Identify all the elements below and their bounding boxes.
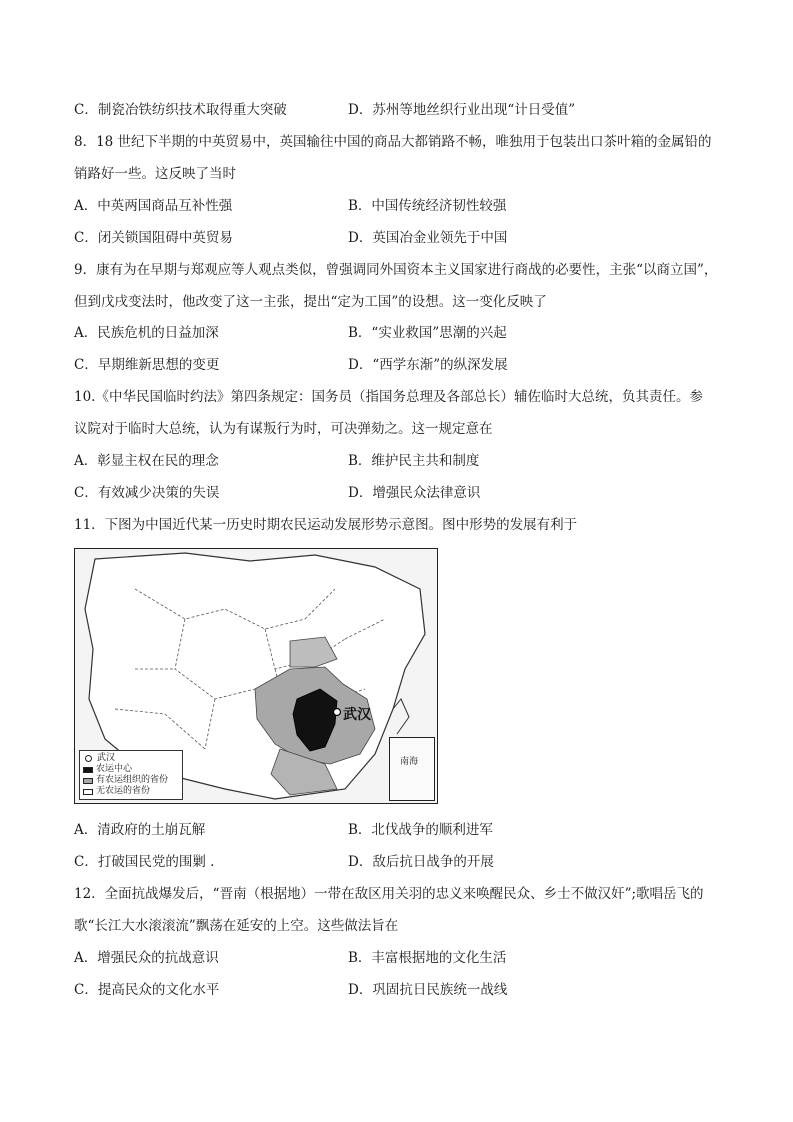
q11-option-a: A．清政府的土崩瓦解 — [74, 822, 206, 838]
coastline — [393, 699, 409, 734]
map-legend — [79, 750, 183, 800]
q12-option-a: A．增强民众的抗战意识 — [74, 950, 219, 966]
legend-none-label: 无农运的省份 — [96, 786, 151, 796]
q12-option-c: C．提高民众的文化水平 — [74, 982, 220, 998]
q12-stem-line1: 12．全面抗战爆发后，“晋南（根据地）一带在敌区用关羽的忠义来唤醒民众、乡士不做汉奸”;歌唱岳飞的 — [74, 886, 704, 902]
legend-row-city — [83, 753, 179, 764]
q8-stem-line1: 8．18 世纪下半期的中英贸易中，英国输往中国的商品大都销路不畅，唯独用于包装出口茶叶箱的金属铅的 — [74, 134, 712, 150]
legend-row-organized — [83, 775, 179, 786]
q10-option-d: D．增强民众法律意识 — [348, 485, 481, 501]
legend-organized-label: 有农运组织的省份 — [96, 775, 169, 785]
q9-option-c: C．早期维新思想的变更 — [74, 357, 220, 373]
legend-none-swatch — [83, 789, 93, 795]
q10-stem-line2: 议院对于临时大总统，认为有谋叛行为时，可决弹劾之。这一规定意在 — [74, 421, 493, 437]
q10-option-a: A．彰显主权在民的理念 — [74, 453, 219, 469]
q12-option-d: D．巩固抗日民族统一战线 — [348, 982, 508, 998]
q9-option-d: D．“西学东渐”的纵深发展 — [348, 357, 508, 373]
south-sea-inset — [389, 737, 435, 801]
q9-option-b: B．“实业救国”思潮的兴起 — [348, 325, 507, 341]
legend-row-none — [83, 786, 179, 797]
legend-center-swatch — [83, 767, 93, 773]
wuhan-marker — [334, 709, 341, 716]
q10-option-b: B．维护民主共和制度 — [348, 453, 480, 469]
q8-option-a: A．中英两国商品互补性强 — [74, 198, 233, 214]
legend-city-swatch — [85, 755, 92, 762]
legend-center-label: 农运中心 — [96, 764, 133, 774]
q7-option-c: C．制瓷冶铁纺织技术取得重大突破 — [74, 102, 287, 118]
q9-stem-line2: 但到戊戌变法时，他改变了这一主张，提出“定为工国”的设想。这一变化反映了 — [74, 294, 547, 310]
q11-stem: 11．下图为中国近代某一历史时期农民运动发展形势示意图。图中形势的发展有利于 — [74, 517, 578, 533]
q11-option-d: D．敌后抗日战争的开展 — [348, 854, 494, 870]
q8-option-d: D．英国冶金业领先于中国 — [348, 230, 508, 246]
q8-option-b: B．中国传统经济韧性较强 — [348, 198, 507, 214]
q9-option-a: A．民族危机的日益加深 — [74, 325, 219, 341]
legend-row-center — [83, 764, 179, 775]
wuhan-label: 武汉 — [343, 707, 371, 723]
q7-option-d: D．苏州等地丝织行业出现“计日受值” — [348, 102, 576, 118]
south-sea-label: 南海 — [400, 757, 419, 767]
q8-stem-line2: 销路好一些。这反映了当时 — [74, 166, 236, 182]
q11-option-c: C．打破国民党的围剿 . — [74, 854, 215, 870]
legend-city-label: 武汉 — [97, 753, 116, 763]
q9-stem-line1: 9．康有为在早期与郑观应等人观点类似，曾强调同外国资本主义国家进行商战的必要性，主张“以商立国”， — [74, 262, 718, 278]
q10-option-c: C．有效减少决策的失误 — [74, 485, 220, 501]
q12-stem-line2: 歌“长江大水滚滚流”飘荡在延安的上空。这些做法旨在 — [74, 918, 399, 934]
legend-organized-swatch — [83, 778, 93, 784]
q11-option-b: B．北伐战争的顺利进军 — [348, 822, 493, 838]
peasant-movement-map — [74, 548, 438, 804]
q8-option-c: C．闭关锁国阻碍中英贸易 — [74, 230, 233, 246]
q12-option-b: B．丰富根据地的文化生活 — [348, 950, 507, 966]
q10-stem-line1: 10.《中华民国临时约法》第四条规定：国务员（指国务总理及各部总长）辅佐临时大总统，负其责任。参 — [74, 389, 703, 405]
